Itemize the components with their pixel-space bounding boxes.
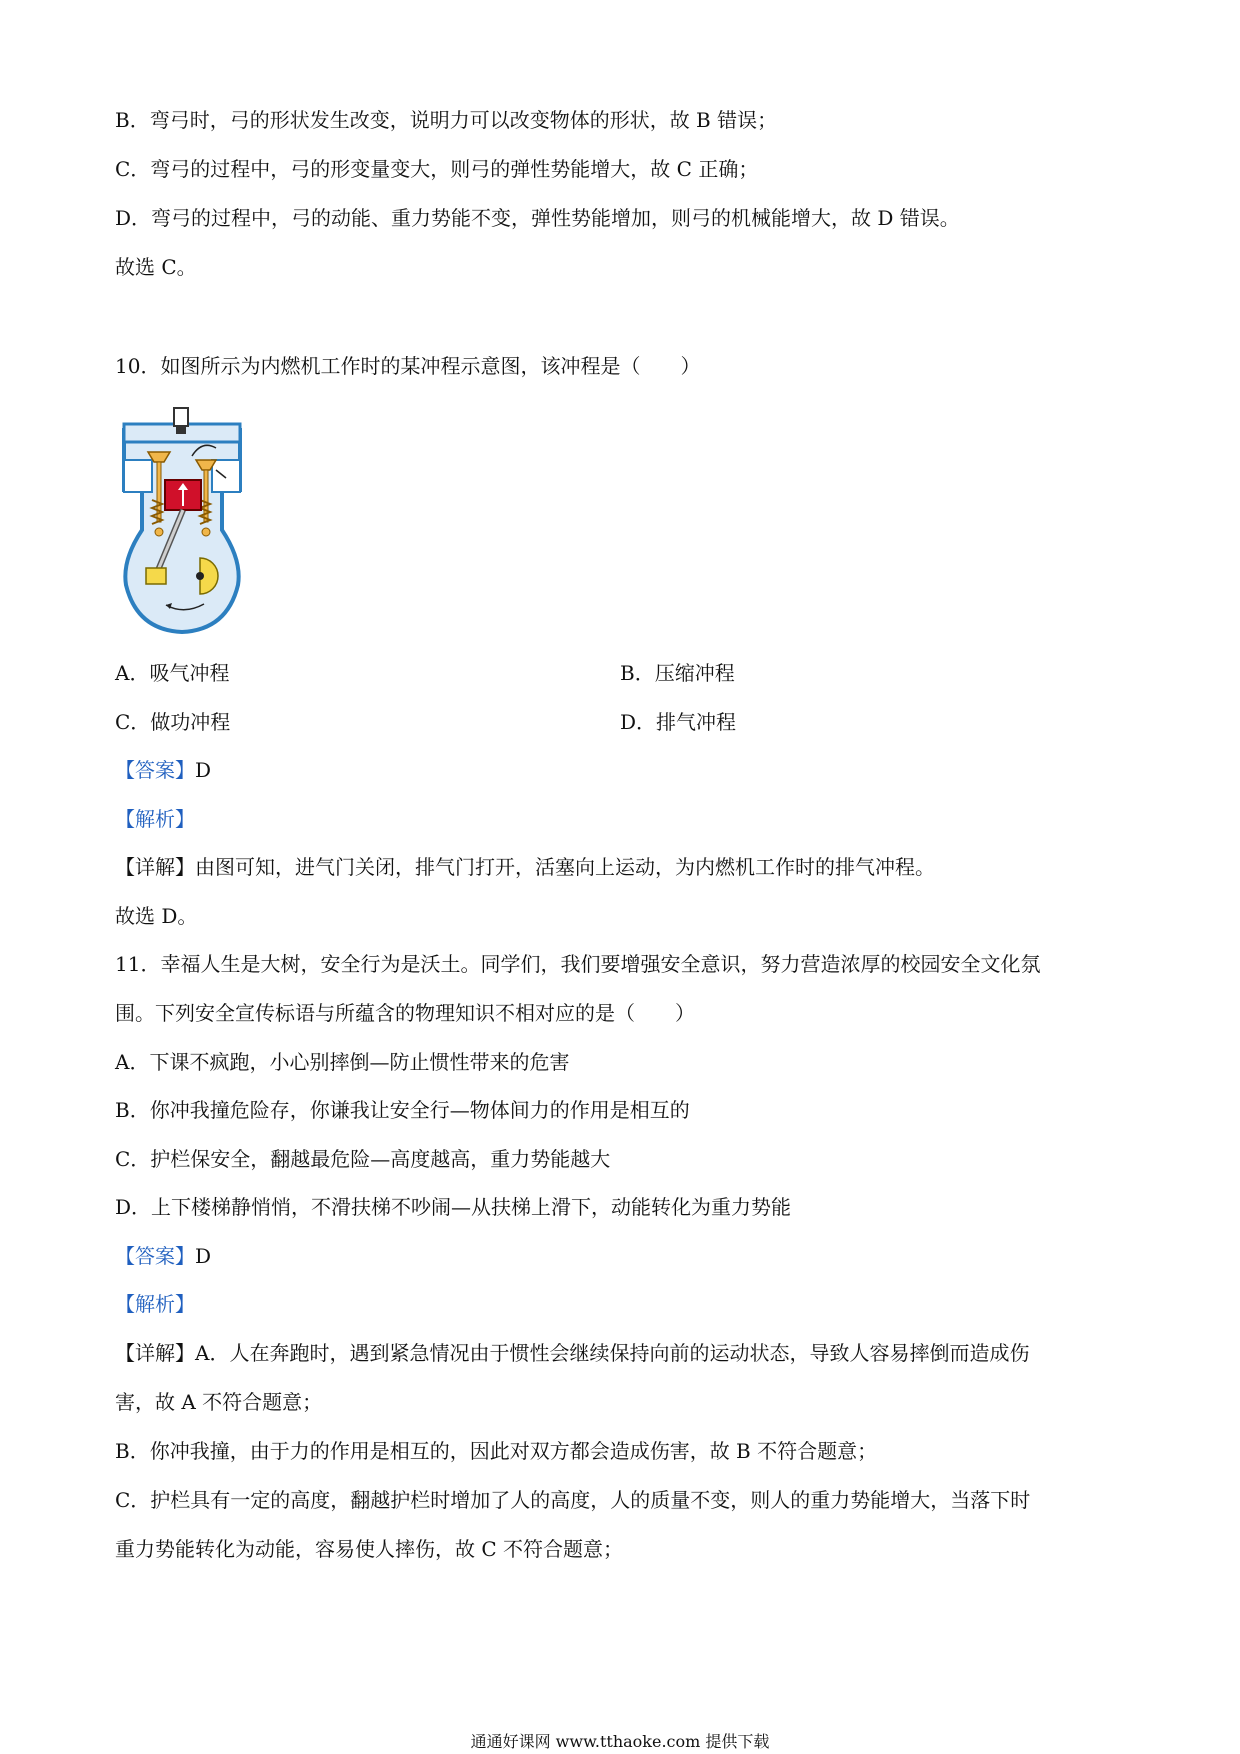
q11-detail-a1: [115, 1339, 1029, 1367]
q10-stem: 10．如图所示为内燃机工作时的某冲程示意图，该冲程是（ ）: [115, 354, 701, 378]
q11-option-d: D．上下楼梯静悄悄，不滑扶梯不吵闹—从扶梯上滑下，动能转化为重力势能: [115, 1195, 792, 1219]
spark-plug-icon: [174, 408, 188, 426]
q11-stem-line2: 围。下列安全宣传标语与所蕴含的物理知识不相对应的是（ ）: [115, 1001, 695, 1025]
q11-detail-c1: C．护栏具有一定的高度，翻越护栏时增加了人的高度，人的质量不变，则人的重力势能增大，当落下时: [115, 1488, 1031, 1512]
q11-answer: [115, 1242, 211, 1270]
q10-option-c: C．做功冲程: [115, 710, 231, 734]
detail-text: A．人在奔跑时，遇到紧急情况由于惯性会继续保持向前的运动状态，导致人容易摔倒而造成伤: [195, 1341, 1030, 1365]
q10-answer: [115, 756, 211, 784]
text-line-conclusion: 故选 C。: [115, 255, 197, 279]
q11-option-a: A．下课不疯跑，小心别摔倒—防止惯性带来的危害: [115, 1050, 570, 1074]
text-line-d: D．弯弓的过程中，弓的动能、重力势能不变，弹性势能增加，则弓的机械能增大，故 D 错误。: [115, 206, 960, 230]
detail-text: 由图可知，进气门关闭，排气门打开，活塞向上运动，为内燃机工作时的排气冲程。: [195, 855, 935, 879]
engine-diagram: [112, 400, 252, 640]
q11-detail-b: B．你冲我撞，由于力的作用是相互的，因此对双方都会造成伤害，故 B 不符合题意；: [115, 1439, 878, 1463]
q10-analysis: [115, 805, 195, 833]
page-footer: 通通好课网 www.tthaoke.com 提供下载: [470, 1732, 770, 1751]
analysis-tag: 【解析】: [115, 807, 195, 831]
answer-tag: 【答案】: [115, 758, 195, 782]
q10-option-a: A．吸气冲程: [115, 661, 230, 685]
q10-option-b: B．压缩冲程: [620, 661, 735, 685]
text-line-c: C．弯弓的过程中，弓的形变量变大，则弓的弹性势能增大，故 C 正确；: [115, 157, 759, 181]
q11-stem-line1: 11．幸福人生是大树，安全行为是沃土。同学们，我们要增强安全意识，努力营造浓厚的校园安全文化氛: [115, 952, 1041, 976]
q10-detail: [115, 853, 935, 881]
q11-option-b: B．你冲我撞危险存，你谦我让安全行—物体间力的作用是相互的: [115, 1098, 690, 1122]
detail-tag: 【详解】: [115, 855, 195, 879]
answer-value: D: [195, 1244, 212, 1268]
analysis-tag: 【解析】: [115, 1292, 195, 1316]
detail-tag: 【详解】: [115, 1341, 195, 1365]
q10-option-d: D．排气冲程: [620, 710, 737, 734]
q11-detail-a2: 害，故 A 不符合题意；: [115, 1390, 323, 1414]
answer-tag: 【答案】: [115, 1244, 195, 1268]
q10-conclusion: 故选 D。: [115, 904, 198, 928]
answer-value: D: [195, 758, 212, 782]
text-line-b: B．弯弓时，弓的形状发生改变，说明力可以改变物体的形状，故 B 错误；: [115, 108, 778, 132]
q11-analysis: [115, 1290, 195, 1318]
q11-detail-c2: 重力势能转化为动能，容易使人摔伤，故 C 不符合题意；: [115, 1537, 624, 1561]
q11-option-c: C．护栏保安全，翻越最危险—高度越高，重力势能越大: [115, 1147, 611, 1171]
